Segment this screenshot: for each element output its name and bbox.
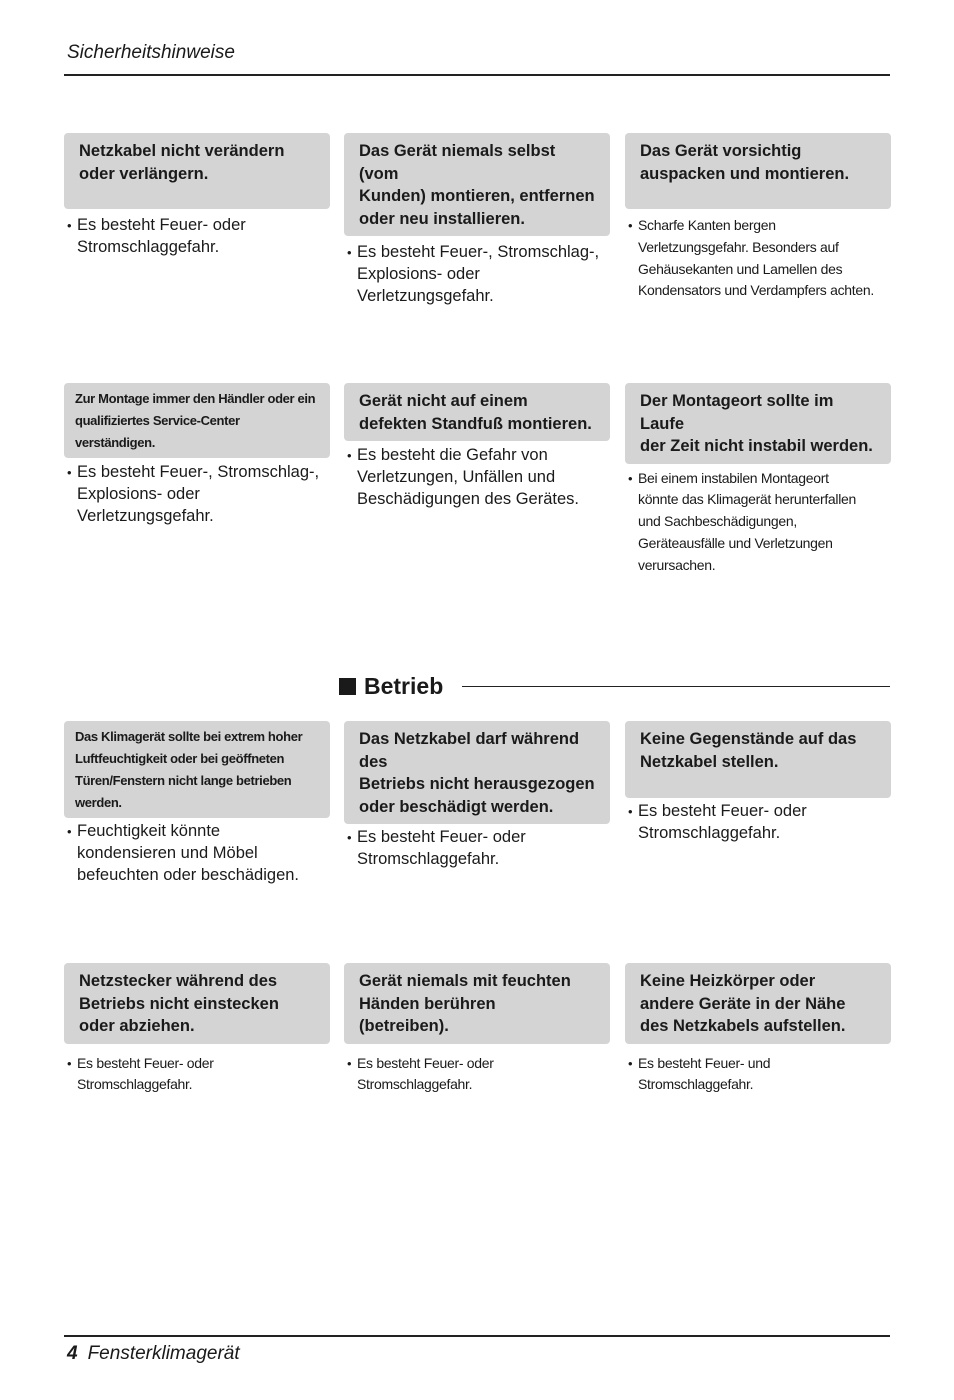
bullet: • xyxy=(67,824,72,839)
warning-text xyxy=(625,801,891,845)
warning-heading: Keine Heizkörper oder andere Geräte in der Nähe des Netzkabels aufstellen. xyxy=(625,963,891,1044)
section-marker-icon xyxy=(339,678,356,695)
warning-heading: Zur Montage immer den Händler oder ein qualifiziertes Service-Center verständigen. xyxy=(64,383,330,458)
warning-card xyxy=(344,721,610,871)
warning-body: Es besteht Feuer- oder Stromschlaggefahr. xyxy=(77,1054,214,1093)
warning-body: Es besteht die Gefahr von Verletzungen, Unfällen und Beschädigungen des Gerätes. xyxy=(357,446,579,508)
bullet: • xyxy=(628,470,633,486)
warning-heading: Netzkabel nicht verändern oder verlängern. xyxy=(64,133,330,209)
warning-card xyxy=(64,133,330,259)
warning-body: Feuchtigkeit könnte kondensieren und Möbel befeuchten oder beschädigen. xyxy=(77,822,300,884)
warning-text xyxy=(64,462,330,527)
bullet: • xyxy=(628,218,633,233)
bullet: • xyxy=(628,804,633,819)
warning-text xyxy=(64,1053,330,1097)
warning-text xyxy=(344,445,610,510)
bullet: • xyxy=(347,830,352,845)
bullet: • xyxy=(67,465,72,480)
footer-title: Fensterklimagerät xyxy=(87,1343,240,1364)
warning-heading: Keine Gegenstände auf das Netzkabel stellen. xyxy=(625,721,891,798)
warning-body: Es besteht Feuer-, Stromschlag-, Explosions- oder Verletzungsgefahr. xyxy=(77,463,320,525)
warning-heading: Das Gerät niemals selbst (vom Kunden) montieren, entfernen oder neu installieren. xyxy=(344,133,610,236)
bullet: • xyxy=(347,245,352,260)
warning-text xyxy=(344,827,610,871)
warning-card xyxy=(625,721,891,845)
warning-heading: Das Gerät vorsichtig auspacken und montieren. xyxy=(625,133,891,209)
warning-card xyxy=(344,963,610,1096)
bullet: • xyxy=(347,1055,352,1071)
warning-body: Es besteht Feuer- oder Stromschlaggefahr. xyxy=(357,828,526,868)
warning-body: Es besteht Feuer- oder Stromschlaggefahr. xyxy=(357,1054,494,1093)
bullet: • xyxy=(347,448,352,463)
warning-card xyxy=(64,383,330,527)
warning-card xyxy=(344,383,610,510)
warning-text xyxy=(64,215,330,259)
warning-card xyxy=(344,133,610,307)
bullet: • xyxy=(628,1055,633,1071)
bullet: • xyxy=(67,1055,72,1071)
warning-text xyxy=(344,1053,610,1097)
header-rule xyxy=(64,74,890,76)
section-title-rule xyxy=(462,686,890,687)
warning-card xyxy=(625,963,891,1096)
bullet: • xyxy=(67,218,72,233)
warning-body: Es besteht Feuer- und Stromschlaggefahr. xyxy=(638,1054,771,1093)
warning-card xyxy=(64,721,330,886)
warning-text xyxy=(625,468,891,577)
warning-heading: Der Montageort sollte im Laufe der Zeit nicht instabil werden. xyxy=(625,383,891,464)
warning-card xyxy=(625,383,891,576)
warning-body: Es besteht Feuer- oder Stromschlaggefahr. xyxy=(638,802,807,842)
warning-heading: Das Netzkabel darf während des Betriebs nicht herausgezogen oder beschädigt werden. xyxy=(344,721,610,824)
warning-card xyxy=(625,133,891,302)
footer-rule xyxy=(64,1335,890,1337)
section-title xyxy=(339,673,443,700)
warning-text xyxy=(344,242,610,307)
warning-text xyxy=(64,821,330,886)
warning-heading: Gerät niemals mit feuchten Händen berühren (betreiben). xyxy=(344,963,610,1044)
page-header-title: Sicherheitshinweise xyxy=(67,42,235,63)
warning-body: Es besteht Feuer- oder Stromschlaggefahr. xyxy=(77,216,246,256)
warning-text xyxy=(625,1053,891,1097)
warning-body: Es besteht Feuer-, Stromschlag-, Explosions- oder Verletzungsgefahr. xyxy=(357,243,600,305)
warning-heading: Netzstecker während des Betriebs nicht einstecken oder abziehen. xyxy=(64,963,330,1044)
warning-heading: Gerät nicht auf einem defekten Standfuß montieren. xyxy=(344,383,610,441)
page-footer xyxy=(67,1343,240,1365)
warning-text xyxy=(625,215,891,302)
section-title-text: Betrieb xyxy=(364,673,444,699)
page-number: 4 xyxy=(67,1343,78,1364)
warning-heading: Das Klimagerät sollte bei extrem hoher Luftfeuchtigkeit oder bei geöffneten Türen/Fenstern nicht lange betrieben werden. xyxy=(64,721,330,818)
warning-card xyxy=(64,963,330,1096)
warning-body: Scharfe Kanten bergen Verletzungsgefahr. Besonders auf Gehäusekanten und Lamellen des Kondensators und Verdampfers achten. xyxy=(638,217,874,299)
warning-body: Bei einem instabilen Montageort könnte das Klimagerät herunterfallen und Sachbeschädigungen, Geräteausfälle und Verletzungen verursachen. xyxy=(638,469,857,573)
